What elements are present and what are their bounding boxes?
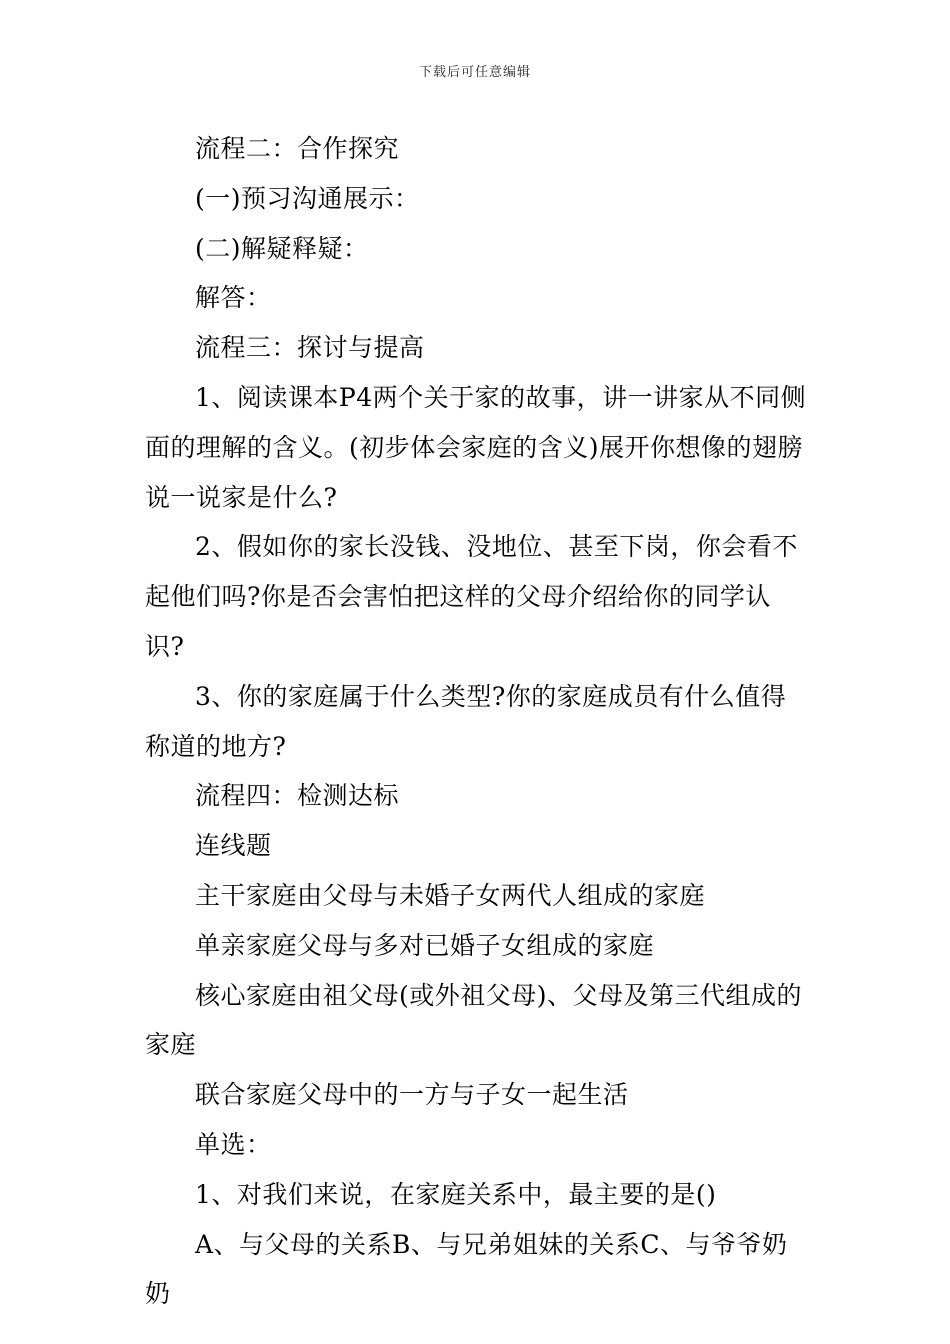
single-choice-title: 单选： [195,1129,272,1159]
section-heading-process-two: 流程二：合作探究 [195,134,400,163]
matching-item-4: 联合家庭父母中的一方与子女一起生活 [195,1080,629,1110]
page-header: 下载后可任意编辑 [418,65,531,80]
subheading-preview-show: (一)预习沟通展示： [195,183,420,213]
section-heading-process-four: 流程四：检测达标 [195,781,400,811]
matching-item-3: 核心家庭由祖父母(或外祖父母)、父母及第三代组成的家庭 [145,980,803,1060]
matching-item-1: 主干家庭由父母与未婚子女两代人组成的家庭 [195,880,706,910]
single-choice-options: A、与父母的关系B、与兄弟姐妹的关系C、与爷爷奶奶 [145,1229,788,1309]
answer-label: 解答： [195,283,272,313]
document-body [145,124,810,1319]
question-1-text: 1、阅读课本P4两个关于家的故事，讲一讲家从不同侧面的理解的含义。(初步体会家庭的含义)展开你想像的翅膀说一说家是什么? [145,382,807,512]
matching-item-2: 单亲家庭父母与多对已婚子女组成的家庭 [195,930,655,960]
question-2-text: 2、假如你的家长没钱、没地位、甚至下岗，你会看不起他们吗?你是否会害怕把这样的父母介绍给你的同学认识? [145,532,798,661]
section-heading-process-three: 流程三：探讨与提高 [195,333,425,363]
matching-title: 连线题 [195,831,272,861]
question-3-text: 3、你的家庭属于什么类型?你的家庭成员有什么值得称道的地方? [145,681,787,761]
single-choice-question-1: 1、对我们来说，在家庭关系中，最主要的是() [195,1179,717,1209]
subheading-resolve-doubts: (二)解疑释疑： [195,233,369,263]
